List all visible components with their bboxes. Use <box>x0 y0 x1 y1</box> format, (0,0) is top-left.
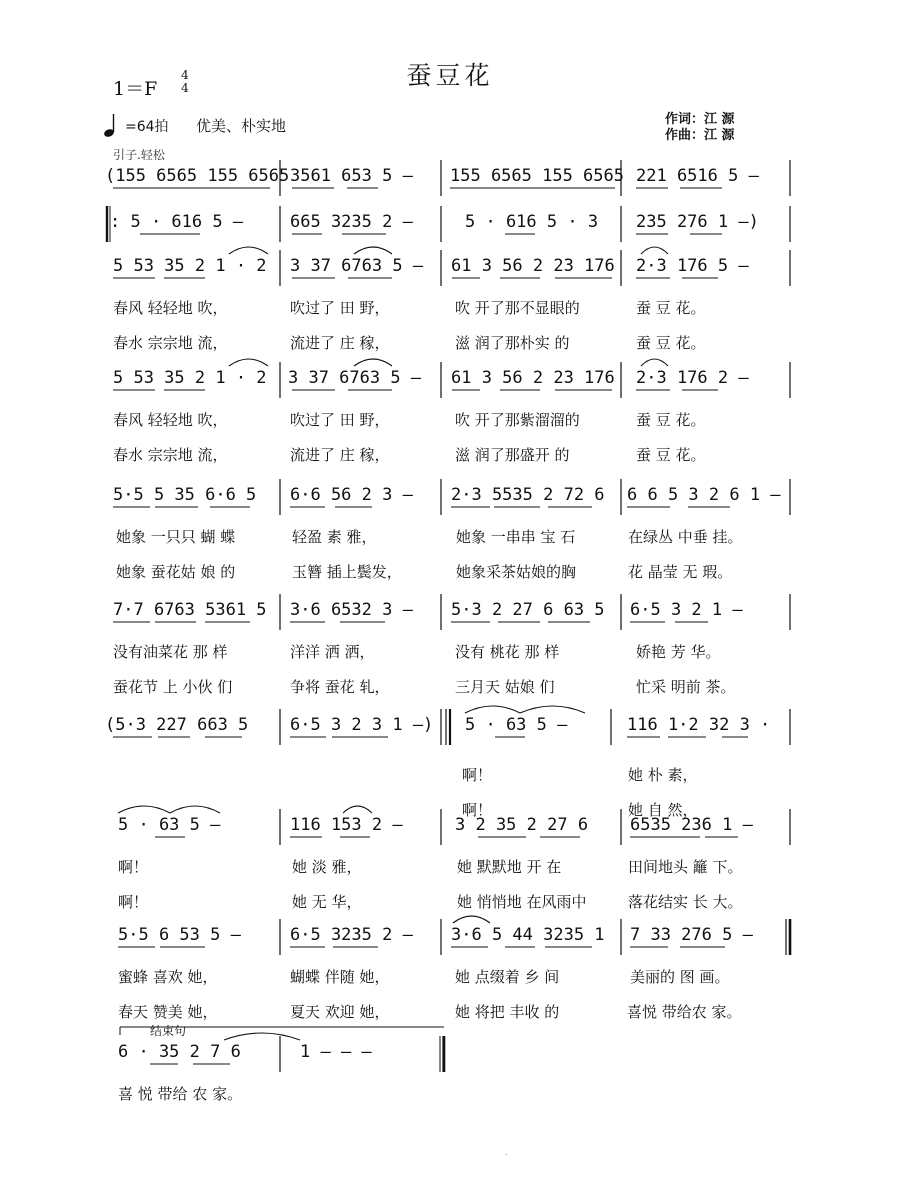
lyric-line: 流进了 庄 稼， <box>290 446 390 464</box>
lyric-line: 蝴蝶 伴随 她， <box>290 968 390 986</box>
lyric-line: 轻盈 素 雅， <box>292 528 377 546</box>
measure-notes: 155 6565 155 6565 <box>450 166 624 186</box>
lyric-line: 她 淡 雅， <box>292 858 362 876</box>
tie-slur <box>343 806 372 813</box>
lyric-line: 她象 蚕花姑 娘 的 <box>116 563 236 581</box>
tie-slur <box>465 706 520 713</box>
lyric-line: 春风 轻轻地 吹， <box>113 299 228 317</box>
tie-slur <box>229 359 268 366</box>
tie-slur <box>170 806 220 813</box>
measure-notes: 3·6 5 44 3235 1 <box>451 925 605 945</box>
lyric-line: 蚕 豆 花。 <box>636 299 706 317</box>
lyric-line: 三月天 姑娘 们 <box>455 678 555 696</box>
measure-notes: : 5 · 616 5 – <box>110 212 244 232</box>
intro-label: 引子.轻松 <box>113 148 165 162</box>
lyric-line: 啊！ <box>462 801 493 819</box>
measure-notes: 61 3 56 2 23 176 <box>451 368 615 388</box>
lyric-line: 没有油菜花 那 样 <box>113 643 228 661</box>
time-signature-bottom: 4 <box>181 81 189 95</box>
lyric-line: 滋 润了那盛开 的 <box>455 446 570 464</box>
measure-notes: 5 · 63 5 – <box>465 715 568 735</box>
measure-notes: 3 37 6763 5 – <box>290 256 424 276</box>
measure-notes: 3561 653 5 – <box>290 166 413 186</box>
lyric-line: 喜 悦 带给 农 家。 <box>118 1085 243 1103</box>
lyric-line: 洋洋 洒 洒， <box>290 643 375 661</box>
measure-notes: 61 3 56 2 23 176 <box>451 256 615 276</box>
lyric-line: 她 将把 丰收 的 <box>455 1003 560 1021</box>
lyric-line: 流进了 庄 稼， <box>290 334 390 352</box>
lyric-line: 没有 桃花 那 样 <box>455 643 560 661</box>
tempo-marking: =64拍 <box>125 119 169 135</box>
lyric-line: 吹 开了那紫溜溜的 <box>455 411 580 429</box>
measure-notes: (155 6565 155 6565 <box>105 166 290 186</box>
lyric-line: 在绿丛 中垂 挂。 <box>628 528 743 546</box>
lyric-line: 玉簪 插上鬓发， <box>292 563 402 581</box>
tie-slur <box>229 247 268 254</box>
measure-notes: 5·3 2 27 6 63 5 <box>451 600 605 620</box>
measure-notes: 6·5 3 2 1 – <box>630 600 743 620</box>
lyric-line: 她 朴 素， <box>628 766 698 784</box>
lyric-line: 她象 一只只 蝴 蝶 <box>116 528 236 546</box>
expression-marking: 优美、朴实地 <box>196 117 287 135</box>
lyric-line: 春水 宗宗地 流， <box>113 334 228 352</box>
lyric-line: 落花结实 长 大。 <box>628 893 743 911</box>
lyricist-credit: 作词：江 源 <box>665 112 735 127</box>
page-mark: . <box>505 1148 508 1157</box>
tie-slur <box>118 806 170 813</box>
tie-slur <box>641 247 668 254</box>
measure-notes: 3 37 6763 5 – <box>288 368 422 388</box>
measure-notes: 5·5 6 53 5 – <box>118 925 241 945</box>
measure-notes: (5·3 227 663 5 <box>105 715 249 735</box>
tie-slur <box>354 359 392 366</box>
lyric-line: 蚕 豆 花。 <box>636 411 706 429</box>
lyric-line: 春天 赞美 她， <box>118 1003 218 1021</box>
tie-slur <box>224 1033 300 1040</box>
tie-slur <box>641 359 668 366</box>
time-signature-top: 4 <box>181 68 189 82</box>
ending-label: 结束句 <box>150 1024 187 1038</box>
lyric-line: 滋 润了那朴实 的 <box>455 334 570 352</box>
lyric-line: 啊！ <box>118 893 149 911</box>
lyric-line: 田间地头 籬 下。 <box>628 858 743 876</box>
lyric-line: 蚕 豆 花。 <box>636 334 706 352</box>
lyric-line: 蚕 豆 花。 <box>636 446 706 464</box>
measure-notes: 116 1·2 32 3 · <box>627 715 771 735</box>
measure-notes: 221 6516 5 – <box>636 166 759 186</box>
measure-notes: 3 2 35 2 27 6 <box>455 815 589 835</box>
key-signature: 1＝F <box>113 78 158 100</box>
lyric-line: 争将 蚕花 轧， <box>290 678 390 696</box>
lyric-line: 她 悄悄地 在风雨中 <box>457 893 587 911</box>
lyric-line: 吹 开了那不显眼的 <box>455 299 580 317</box>
measure-notes: 235 276 1 –) <box>636 212 759 232</box>
lyric-line: 春水 宗宗地 流， <box>113 446 228 464</box>
lyric-line: 吹过了 田 野， <box>290 299 390 317</box>
measure-notes: 5 53 35 2 1 · 2 <box>113 256 267 276</box>
lyric-line: 吹过了 田 野， <box>290 411 390 429</box>
measure-notes: 2·3 176 2 – <box>636 368 749 388</box>
lyric-line: 啊！ <box>118 858 149 876</box>
lyric-line: 美丽的 图 画。 <box>630 968 730 986</box>
measure-notes: 5·5 5 35 6·6 5 <box>113 485 257 505</box>
measure-notes: 116 153 2 – <box>290 815 403 835</box>
measure-notes: 1 – – – <box>300 1042 372 1062</box>
lyric-line: 她 无 华， <box>292 893 362 911</box>
lyric-line: 喜悦 带给农 家。 <box>627 1003 742 1021</box>
measure-notes: 6 6 5 3 2 6 1 – <box>627 485 781 505</box>
lyric-line: 啊！ <box>462 766 493 784</box>
composer-credit: 作曲：江 源 <box>665 128 735 143</box>
lyric-line: 她 默默地 开 在 <box>457 858 562 876</box>
measure-notes: 6·5 3235 2 – <box>290 925 413 945</box>
lyric-line: 她 自 然， <box>628 801 698 819</box>
measure-notes: 6·6 56 2 3 – <box>290 485 413 505</box>
measure-notes: 5 · 63 5 – <box>118 815 221 835</box>
measure-notes: 6535 236 1 – <box>630 815 753 835</box>
measure-notes: 2·3 176 5 – <box>636 256 749 276</box>
lyric-line: 夏天 欢迎 她， <box>290 1003 390 1021</box>
measure-notes: 3·6 6532 3 – <box>290 600 413 620</box>
song-title: 蚕豆花 <box>406 61 494 90</box>
lyric-line: 忙采 明前 茶。 <box>636 678 736 696</box>
lyric-line: 娇艳 芳 华。 <box>636 643 721 661</box>
lyric-line: 她象采茶姑娘的胸 <box>456 563 577 581</box>
lyric-line: 花 晶莹 无 瑕。 <box>628 563 733 581</box>
measure-notes: 6·5 3 2 3 1 –) <box>290 715 434 735</box>
measure-notes: 2·3 5535 2 72 6 <box>451 485 605 505</box>
lyric-line: 她 点缀着 乡 间 <box>455 968 560 986</box>
measure-notes: 665 3235 2 – <box>290 212 413 232</box>
lyric-line: 春风 轻轻地 吹， <box>113 411 228 429</box>
measure-notes: 6 · 35 2 7 6 <box>118 1042 241 1062</box>
measure-notes: 7·7 6763 5361 5 <box>113 600 267 620</box>
tie-slur <box>354 247 392 254</box>
tie-slur <box>520 706 585 713</box>
measure-notes: 7 33 276 5 – <box>630 925 753 945</box>
measure-notes: 5 53 35 2 1 · 2 <box>113 368 267 388</box>
measure-notes: 5 · 616 5 · 3 <box>465 212 599 232</box>
lyric-line: 蚕花节 上 小伙 们 <box>113 678 233 696</box>
tie-slur <box>453 916 490 923</box>
lyric-line: 蜜蜂 喜欢 她， <box>118 968 218 986</box>
lyric-line: 她象 一串串 宝 石 <box>456 528 576 546</box>
